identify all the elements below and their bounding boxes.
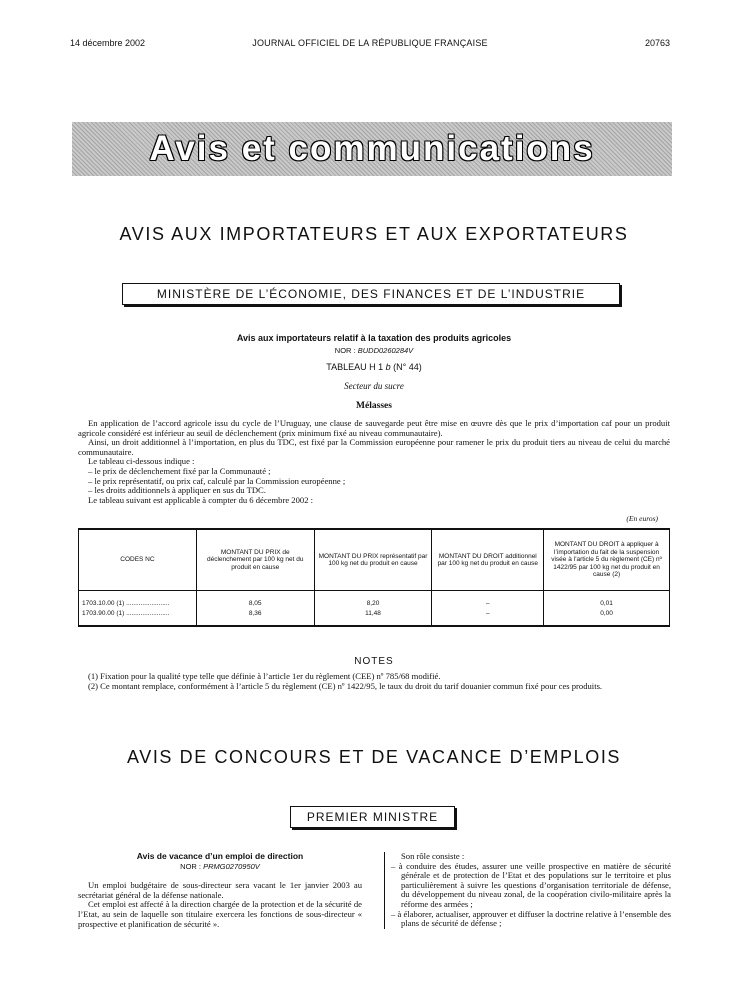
intro-paragraph: En application de l’accord agricole issu du cycle de l’Uruguay, une clause de sauvegarde peut être mise en œuvre dès que le prix d’importation caf pour un produit agricole considéré est inférieur au seuil de déclenchement (prix minimum fixé au niveau communautaire). xyxy=(78,418,670,438)
cell-code: 1703.90.00 (1) ........................ xyxy=(79,609,197,626)
section1-ministry-box xyxy=(122,283,620,305)
tableau-suffix: (N° 44) xyxy=(393,362,422,372)
tableau-italic: b xyxy=(385,362,391,372)
section2-ministry: PREMIER MINISTRE xyxy=(306,810,439,824)
tableau-prefix: TABLEAU H 1 xyxy=(326,362,384,372)
role-item: – à élaborer, actualiser, approuver et diffuser la doctrine relative à l’ensemble des plans de sécurité de défense ; xyxy=(391,908,671,929)
intro-paragraph: Le tableau suivant est applicable à compter du 6 décembre 2002 : xyxy=(88,494,314,505)
intro-paragraph: Ainsi, un droit additionnel à l’importation, en plus du TDC, est fixé par la Commission européenne pour ramener le prix du produit tiers au niveau de celui du marché communautaire. xyxy=(78,437,670,457)
nor-code: BUDD0260284V xyxy=(357,346,414,355)
table-row xyxy=(79,609,670,626)
note-item: (2) Ce montant remplace, conformément à l’article 5 du règlement (CE) nº 1422/95, le taux du droit du tarif douanier commun fixé pour ces produits. xyxy=(88,680,603,691)
vacancy-paragraph: Cet emploi est affecté à la direction chargée de la protection et de la sécurité de l’Etat, au sein de laquelle son titulaire exercera les fonctions de sous-directeur « prospective et planification de sécurité ». xyxy=(78,899,362,929)
cell-code: 1703.10.00 (1) ........................ xyxy=(79,591,197,610)
section2-ministry-box xyxy=(290,806,455,828)
cell-representative: 11,48 xyxy=(314,609,432,626)
intro-list-item: – le prix de déclenchement fixé par la Communauté ; xyxy=(88,465,271,476)
cell-representative: 8,20 xyxy=(314,591,432,610)
vacancy-paragraph: Un emploi budgétaire de sous-directeur sera vacant le 1er janvier 2003 au secrétariat général de la défense nationale. xyxy=(78,880,362,900)
banner-title: Avis et communications xyxy=(149,129,595,168)
vacancy-notice-title: Avis de vacance d’un emploi de direction xyxy=(136,851,304,861)
nor-label: NOR : xyxy=(334,346,356,355)
left-column xyxy=(78,852,362,929)
vacancy-nor xyxy=(78,862,362,872)
role-item: – à conduire des études, assurer une veille prospective en matière de sécurité générale et de protection de l’Etat et des populations sur le territoire et plus particulièrement à suivre les questions d’organisation territoriale de défense, du développement du niveau zonal, de la coopération civilo-militaire après la réforme des armées ; xyxy=(391,860,671,909)
nor-label: NOR : xyxy=(180,861,202,871)
note-item: (1) Fixation pour la qualité type telle que définie à l’article 1er du règlement (CEE) nº 785/68 modifié. xyxy=(88,671,441,681)
nor-code: PRMG0270950V xyxy=(203,861,260,871)
product-label: Mélasses xyxy=(356,401,392,411)
cell-trigger: 8,05 xyxy=(196,591,314,610)
cell-applied: 0,01 xyxy=(544,591,670,610)
role-intro: Son rôle consiste : xyxy=(401,851,465,861)
header-journal-title: JOURNAL OFFICIEL DE LA RÉPUBLIQUE FRANÇAISE xyxy=(252,38,488,48)
section-banner xyxy=(72,122,672,176)
sector-label: Secteur du sucre xyxy=(344,381,404,391)
intro-list-item: – les droits additionnels à appliquer en sus du TDC. xyxy=(88,485,266,496)
cell-additional: – xyxy=(432,609,544,626)
section1-title: AVIS AUX IMPORTATEURS ET AUX EXPORTATEURS xyxy=(119,224,629,244)
intro-paragraph: Le tableau ci-dessous indique : xyxy=(88,456,195,467)
header-page-number: 20763 xyxy=(644,38,670,48)
notes-text xyxy=(78,672,670,691)
notice-title: Avis aux importateurs relatif à la taxation des produits agricoles xyxy=(236,333,512,343)
cell-additional: – xyxy=(432,591,544,610)
col-header-trigger-price: MONTANT DU PRIX de déclenchement par 100 kg net du produit en cause xyxy=(196,529,314,591)
cell-applied: 0,00 xyxy=(544,609,670,626)
table-unit: (En euros) xyxy=(626,514,658,523)
intro-text xyxy=(78,419,670,505)
col-header-representative-price: MONTANT DU PRIX représentatif par 100 kg net du produit en cause xyxy=(314,529,432,591)
page-header xyxy=(70,38,670,52)
section1-ministry: MINISTÈRE DE L’ÉCONOMIE, DES FINANCES ET DE L’INDUSTRIE xyxy=(156,287,586,301)
section2-title: AVIS DE CONCOURS ET DE VACANCE D’EMPLOIS xyxy=(126,747,622,767)
right-column xyxy=(384,852,671,929)
header-date: 14 décembre 2002 xyxy=(70,38,146,48)
notes-title: NOTES xyxy=(354,656,394,667)
col-header-applied-duty: MONTANT DU DROIT à appliquer à l’importation du fait de la suspension visée à l’article 5 du règlement (CE) nº 1422/95 par 100 kg net du produit en cause (2) xyxy=(544,529,670,591)
cell-trigger: 8,36 xyxy=(196,609,314,626)
intro-list-item: – le prix représentatif, ou prix caf, calculé par la Commission européenne ; xyxy=(88,475,346,486)
tableau-heading xyxy=(0,362,748,372)
tariff-table xyxy=(78,528,670,627)
table-row xyxy=(79,591,670,610)
col-header-additional-duty: MONTANT DU DROIT additionnel par 100 kg net du produit en cause xyxy=(432,529,544,591)
table-header-row xyxy=(79,529,670,591)
col-header-codes: CODES NC xyxy=(79,529,197,591)
notice-nor xyxy=(0,346,748,355)
